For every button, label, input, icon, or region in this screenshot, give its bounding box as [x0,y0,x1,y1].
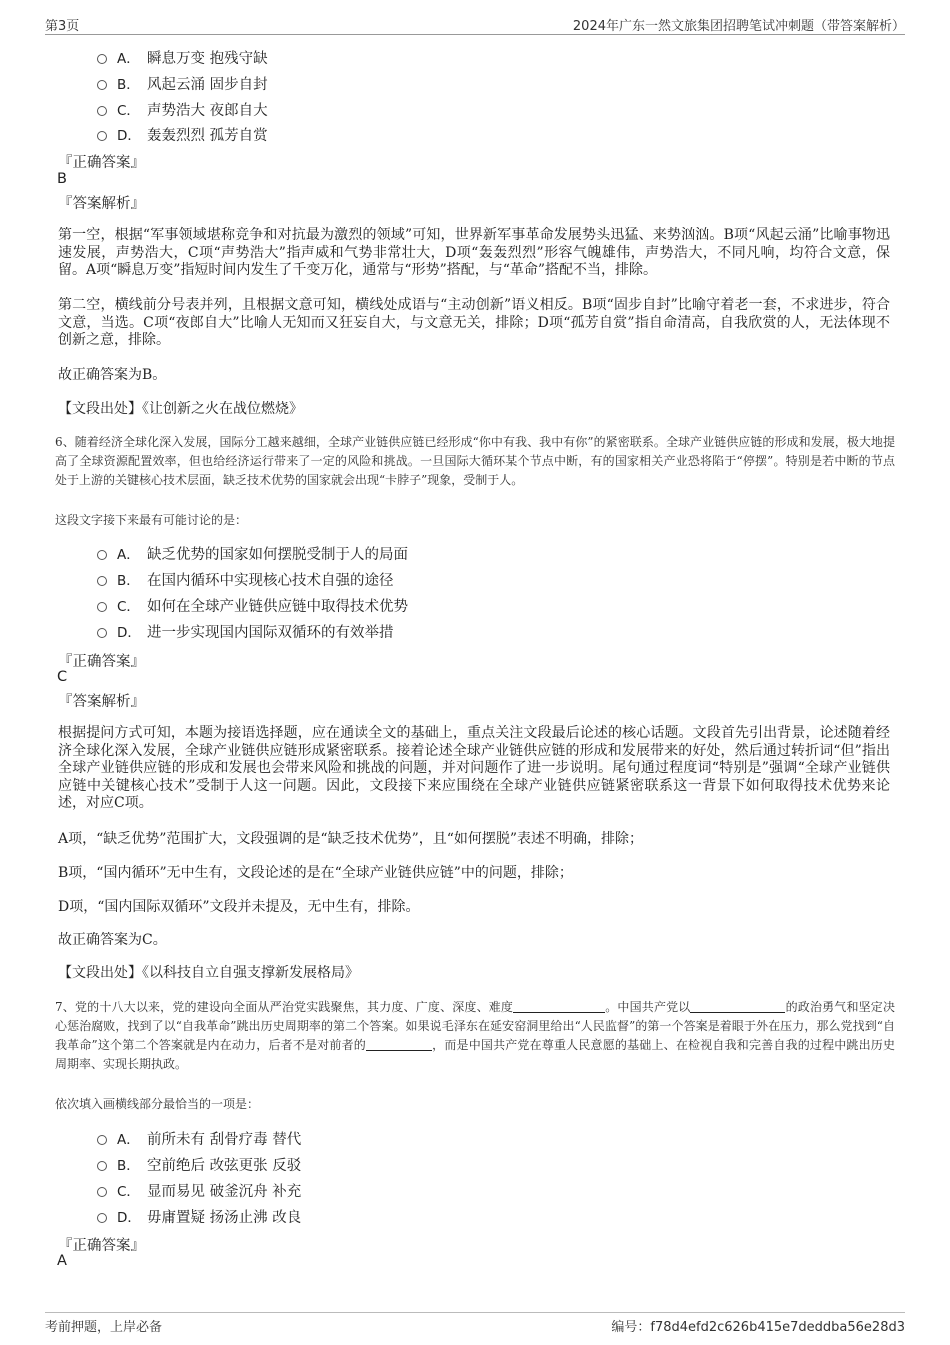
q6-analysis-label: 『答案解析』 [58,694,145,710]
radio-icon[interactable] [97,1213,107,1223]
q5-analysis-para-2: 第二空，横线前分号表并列，且根据文意可知，横线处成语与“主动创新”语义相反。B项“固步自封”比喻守着老一套，不求进步，符合文意，当选。C项“夜郎自大”比喻人无知而又狂妄自大，与文意无关，排除；D项“孤芳自赏”指自命清高，自我欣赏的人，无法体现不创新之意，排除。 [58,297,890,348]
q6-answer-label: 『正确答案』 [58,654,145,670]
radio-icon[interactable] [97,80,107,90]
radio-icon[interactable] [97,1187,107,1197]
radio-icon[interactable] [97,1135,107,1145]
page-header [45,12,905,35]
radio-icon[interactable] [97,106,107,116]
q5-source: 【文段出处】《让创新之火在战位燃烧》 [58,401,303,417]
radio-icon[interactable] [97,628,107,638]
q6-question: 这段文字接下来最有可能讨论的是： [55,513,248,527]
blank-3 [366,1039,432,1051]
q5-analysis-label: 『答案解析』 [58,196,145,212]
q6-option-c[interactable]: C． 如何在全球产业链供应链中取得技术优势 [97,595,408,617]
q5-answer-label: 『正确答案』 [58,155,145,171]
q5-option-a[interactable]: A． 瞬息万变 抱残守缺 [97,47,268,69]
q7-option-d[interactable]: D． 毋庸置疑 扬汤止沸 改良 [97,1206,301,1228]
footer-slogan: 考前押题，上岸必备 [45,1320,163,1335]
page-number: 第3页 [45,19,80,34]
radio-icon[interactable] [97,1161,107,1171]
q7-answer: A [57,1253,67,1269]
radio-icon[interactable] [97,602,107,612]
q6-answer: C [57,669,68,685]
q5-option-b[interactable]: B． 风起云涌 固步自封 [97,73,268,95]
q6-option-b[interactable]: B． 在国内循环中实现核心技术自强的途径 [97,569,394,591]
blank-2 [690,1001,785,1013]
q6-analysis-option-a: A项，“缺乏优势”范围扩大，文段强调的是“缺乏技术优势”，且“如何摆脱”表述不明确，排除； [58,831,644,847]
q5-answer: B [57,171,67,187]
radio-icon[interactable] [97,550,107,560]
q7-option-b[interactable]: B． 空前绝后 改弦更张 反驳 [97,1154,301,1176]
q5-analysis-conclusion: 故正确答案为B。 [58,367,167,383]
q7-question: 依次填入画横线部分最恰当的一项是： [55,1097,260,1111]
q7-stem: 7、党的十八大以来，党的建设向全面从严治党实践聚焦，其力度、广度、深度、难度 。中国共产党以 的政治勇气和坚定决心惩治腐败，找到了以“自我革命”跳出历史周期率的第二个答案。如果说毛泽东在延安窑洞里给出“人民监督”的第一个答案是着眼于外在压力，那么党找到“自我革命”这个第二个答案就是内在动力，后者不是对前者的 ，而是中国共产党在尊重人民意愿的基础上、在检视自我和完善自我的过程中跳出历史周期率、实现长期执政。 [55,1000,895,1071]
blank-1 [513,1001,605,1013]
q6-source: 【文段出处】《以科技自立自强支撑新发展格局》 [58,965,359,981]
document-id: 编号：f78d4efd2c626b415e7deddba56e28d3 [611,1320,905,1335]
q7-option-c[interactable]: C． 显而易见 破釜沉舟 补充 [97,1180,301,1202]
q6-stem: 6、随着经济全球化深入发展，国际分工越来越细，全球产业链供应链已经形成“你中有我、我中有你”的紧密联系。全球产业链供应链的形成和发展，极大地提高了全球资源配置效率，但也给经济运行带来了一定的风险和挑战。一旦国际大循环某个节点中断，有的国家相关产业恐将陷于“停摆”。特别是若中断的节点处于上游的关键核心技术层面，缺乏技术优势的国家就会出现“卡脖子”现象，受制于人。 [55,435,895,487]
document-title: 2024年广东一然文旅集团招聘笔试冲刺题（带答案解析） [572,19,905,34]
page-footer [45,1312,905,1335]
radio-icon[interactable] [97,576,107,586]
q6-analysis-conclusion: 故正确答案为C。 [58,932,167,948]
radio-icon[interactable] [97,131,107,141]
radio-icon[interactable] [97,54,107,64]
q5-option-c[interactable]: C． 声势浩大 夜郎自大 [97,99,268,121]
q6-analysis-option-d: D项，“国内国际双循环”文段并未提及，无中生有，排除。 [58,899,420,915]
q7-answer-label: 『正确答案』 [58,1238,145,1254]
q6-option-d[interactable]: D． 进一步实现国内国际双循环的有效举措 [97,621,394,643]
q6-option-a[interactable]: A． 缺乏优势的国家如何摆脱受制于人的局面 [97,543,408,565]
q5-analysis-para-1: 第一空，根据“军事领域堪称竞争和对抗最为激烈的领域”可知，世界新军事革命发展势头迅猛、来势汹汹。B项“风起云涌”比喻事物迅速发展，声势浩大，C项“声势浩大”指声威和气势非常壮大，D项“轰轰烈烈”形容气魄雄伟，声势浩大，不同凡响，均符合文意，保留。A项“瞬息万变”指短时间内发生了千变万化，通常与“形势”搭配，与“革命”搭配不当，排除。 [58,227,890,278]
q6-analysis-option-b: B项，“国内循环”无中生有，文段论述的是在“全球产业链供应链”中的问题，排除； [58,865,573,881]
q7-option-a[interactable]: A． 前所未有 刮骨疗毒 替代 [97,1128,301,1150]
q5-option-d[interactable]: D． 轰轰烈烈 孤芳自赏 [97,124,268,146]
q6-analysis-para-1: 根据提问方式可知，本题为接语选择题，应在通读全文的基础上，重点关注文段最后论述的核心话题。文段首先引出背景，论述随着经济全球化深入发展，全球产业链供应链形成紧密联系。接着论述全球产业链供应链的形成和发展带来的好处，然后通过转折词“但”指出全球产业链供应链的形成和发展也会带来风险和挑战的问题，并对问题作了进一步说明。尾句通过程度词“特别是”强调“全球产业链供应链中关键核心技术”受制于人这一问题。因此，文段接下来应围绕在全球产业链供应链紧密联系这一背景下如何取得技术优势来论述，对应C项。 [58,725,890,811]
